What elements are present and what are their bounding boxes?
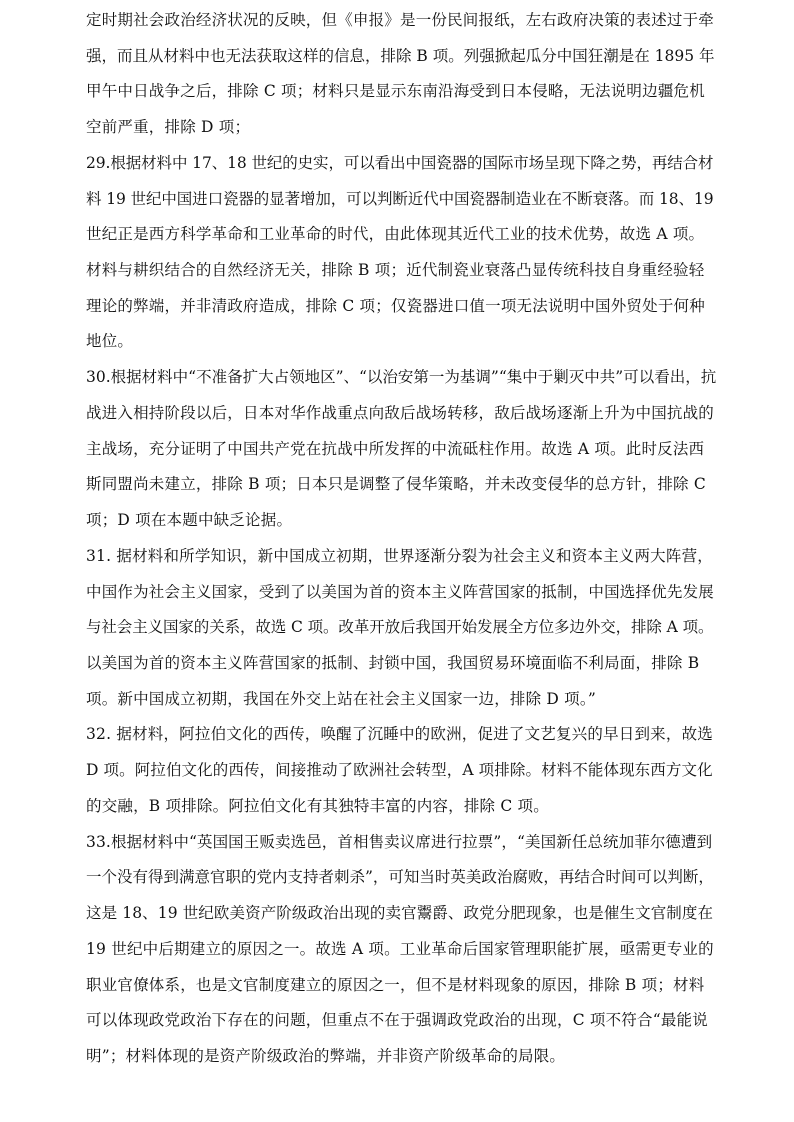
text-line: 地位。 [86,332,134,350]
text-line: D 项。阿拉伯文化的西传，间接推动了欧洲社会转型，A 项排除。材料不能体现东西方文化 [86,761,713,779]
text-line: 的交融，B 项排除。阿拉伯文化有其独特丰富的内容，排除 C 项。 [86,797,549,815]
text-line: 33.根据材料中“英国国王贩卖选邑，首相售卖议席进行拉票”，“美国新任总统加菲尔德遭到 [86,833,713,851]
text-line: 这是 18、19 世纪欧美资产阶级政治出现的卖官鬻爵、政党分肥现象，也是催生文官制度在 [86,904,714,922]
text-line: 与社会主义国家的关系，故选 C 项。改革开放后我国开始发展全方位多边外交，排除 A 项。 [86,618,714,636]
text-line: 世纪正是西方科学革命和工业革命的时代，由此体现其近代工业的技术优势，故选 A 项。 [86,225,705,243]
text-line: 项；D 项在本题中缺乏论据。 [86,511,293,529]
text-line: 32. 据材料，阿拉伯文化的西传，唤醒了沉睡中的欧洲，促进了文艺复兴的早日到来，故选 [86,725,713,743]
text-line: 战进入相持阶段以后，日本对华作战重点向敌后战场转移，敌后战场逐渐上升为中国抗战的 [86,404,715,422]
text-line: 一个没有得到满意官职的党内支持者刺杀”，可知当时英美政治腐败，再结合时间可以判断， [86,868,714,886]
text-line: 主战场，充分证明了中国共产党在抗战中所发挥的中流砥柱作用。故选 A 项。此时反法西 [86,440,705,458]
text-line: 以美国为首的资本主义阵营国家的抵制、封锁中国，我国贸易环境面临不利局面，排除 B [86,654,700,672]
text-line: 职业官僚体系，也是文官制度建立的原因之一，但不是材料现象的原因，排除 B 项；材料 [86,976,705,994]
text-line: 材料与耕织结合的自然经济无关，排除 B 项；近代制瓷业衰落凸显传统科技自身重经验轻 [86,261,705,279]
text-line: 斯同盟尚未建立，排除 B 项；日本只是调整了侵华策略，并未改变侵华的总方针，排除 C [86,475,706,493]
text-line: 中国作为社会主义国家，受到了以美国为首的资本主义阵营国家的抵制，中国选择优先发展 [86,583,715,601]
text-line: 强，而且从材料中也无法获取这样的信息，排除 B 项。列强掀起瓜分中国狂潮是在 1895 年 [86,47,715,65]
text-line: 项。新中国成立初期，我国在外交上站在社会主义国家一边，排除 D 项。” [86,690,596,708]
text-line: 可以体现政党政治下存在的问题，但重点不在于强调政党政治的出现，C 项不符合“最能说 [86,1011,708,1029]
text-line: 甲午中日战争之后，排除 C 项；材料只是显示东南沿海受到日本侵略，无法说明边疆危机 [86,82,705,100]
text-line: 料 19 世纪中国进口瓷器的显著增加，可以判断近代中国瓷器制造业在不断衰落。而 18、19 [86,190,714,208]
text-line: 定时期社会政治经济状况的反映，但《申报》是一份民间报纸，左右政府决策的表述过于牵 [86,11,715,29]
text-line: 29.根据材料中 17、18 世纪的史实，可以看出中国瓷器的国际市场呈现下降之势，再结合材 [86,154,714,172]
text-line: 31. 据材料和所学知识，新中国成立初期，世界逐渐分裂为社会主义和资本主义两大阵营， [86,547,713,565]
text-line: 30.根据材料中“不准备扩大占领地区”、“以治安第一为基调”“集中于剿灭中共”可以看出，抗 [86,368,717,386]
text-line: 空前严重，排除 D 项； [86,118,251,136]
text-line: 理论的弊端，并非清政府造成，排除 C 项；仅瓷器进口值一项无法说明中国外贸处于何种 [86,297,705,315]
text-line: 明”；材料体现的是资产阶级政治的弊端，并非资产阶级革命的局限。 [86,1047,566,1065]
text-line: 19 世纪中后期建立的原因之一。故选 A 项。工业革命后国家管理职能扩展，亟需更专业的 [86,940,714,958]
